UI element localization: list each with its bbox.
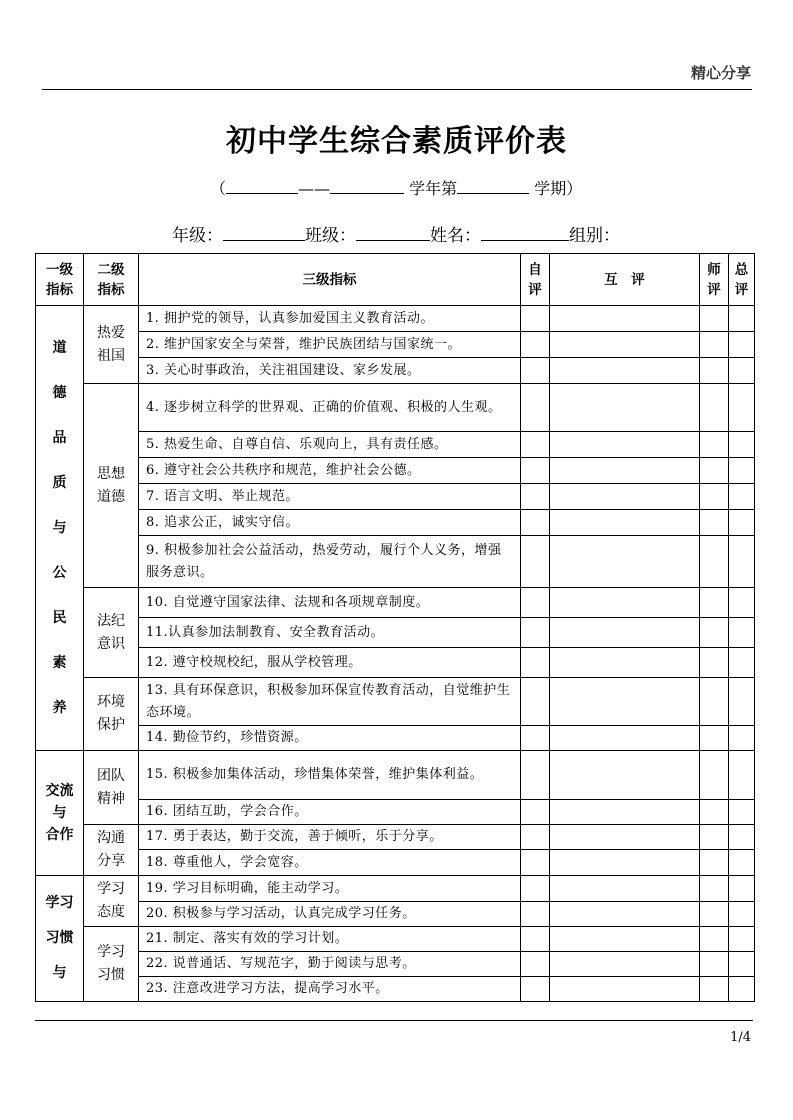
level3-indicator: 13. 具有环保意识，积极参加环保宣传教育活动，自觉维护生态环境。 <box>139 678 521 726</box>
table-row <box>36 484 755 510</box>
level1-label-stack: 交流 与 合作 <box>45 783 74 843</box>
table-row <box>36 977 755 1002</box>
level2-indicator: 法纪 意识 <box>84 588 139 678</box>
teacher-eval-cell[interactable] <box>700 432 729 458</box>
teacher-eval-cell[interactable] <box>700 306 729 332</box>
self-eval-cell[interactable] <box>521 432 550 458</box>
header-brand: 精心分享 <box>690 64 751 82</box>
self-eval-cell[interactable] <box>521 726 550 751</box>
level3-indicator: 16. 团结互助，学会合作。 <box>139 800 521 825</box>
peer-eval-cell[interactable] <box>550 825 700 850</box>
table-row <box>36 306 755 332</box>
self-eval-cell[interactable] <box>521 648 550 678</box>
level3-indicator: 23. 注意改进学习方法，提高学习水平。 <box>139 977 521 1002</box>
peer-eval-cell[interactable] <box>550 902 700 927</box>
total-eval-cell[interactable] <box>729 876 755 902</box>
table-row <box>36 458 755 484</box>
total-eval-cell[interactable] <box>729 952 755 977</box>
peer-eval-cell[interactable] <box>550 800 700 825</box>
peer-eval-cell[interactable] <box>550 432 700 458</box>
level3-indicator: 6. 遵守社会公共秩序和规范，维护社会公德。 <box>139 458 521 484</box>
total-eval-cell[interactable] <box>729 678 755 726</box>
table-row <box>36 876 755 902</box>
self-eval-cell[interactable] <box>521 952 550 977</box>
peer-eval-cell[interactable] <box>550 952 700 977</box>
header-divider <box>42 89 752 90</box>
teacher-eval-cell[interactable] <box>700 648 729 678</box>
self-eval-cell[interactable] <box>521 850 550 876</box>
evaluation-table <box>35 253 755 1002</box>
level2-indicator: 环境 保护 <box>84 678 139 751</box>
total-eval-cell[interactable] <box>729 800 755 825</box>
teacher-eval-cell[interactable] <box>700 825 729 850</box>
peer-eval-cell[interactable] <box>550 510 700 536</box>
total-eval-cell[interactable] <box>729 306 755 332</box>
level1-label-stack: 道 德 品 质 与 公 民 素 养 <box>52 340 67 716</box>
self-eval-cell[interactable] <box>521 618 550 648</box>
teacher-eval-cell[interactable] <box>700 726 729 751</box>
student-info-line <box>172 221 620 246</box>
page-number: 1/4 <box>730 1030 751 1045</box>
class-blank[interactable] <box>356 226 430 241</box>
total-eval-cell[interactable] <box>729 510 755 536</box>
group-label: 组别： <box>569 226 620 246</box>
peer-eval-cell[interactable] <box>550 726 700 751</box>
table-row <box>36 751 755 800</box>
peer-eval-cell[interactable] <box>550 977 700 1002</box>
total-eval-cell[interactable] <box>729 927 755 952</box>
teacher-eval-cell[interactable] <box>700 458 729 484</box>
total-eval-cell[interactable] <box>729 358 755 384</box>
table-row <box>36 902 755 927</box>
level3-indicator: 3. 关心时事政治，关注祖国建设、家乡发展。 <box>139 358 521 384</box>
table-row <box>36 952 755 977</box>
self-eval-cell[interactable] <box>521 825 550 850</box>
grade-blank[interactable] <box>223 226 305 241</box>
peer-eval-cell[interactable] <box>550 850 700 876</box>
level3-indicator: 11.认真参加法制教育、安全教育活动。 <box>139 618 521 648</box>
level1-indicator <box>36 306 84 751</box>
level3-indicator: 22. 说普通话、写规范字，勤于阅读与思考。 <box>139 952 521 977</box>
level2-indicator: 学习 习惯 <box>84 927 139 1002</box>
total-eval-cell[interactable] <box>729 618 755 648</box>
footer-divider <box>35 1020 753 1021</box>
level1-header: 一级指标 <box>36 254 84 306</box>
level3-indicator: 18. 尊重他人，学会宽容。 <box>139 850 521 876</box>
total-eval-cell[interactable] <box>729 588 755 618</box>
self-eval-cell[interactable] <box>521 458 550 484</box>
self-eval-cell[interactable] <box>521 384 550 432</box>
level3-indicator: 17. 勇于表达，勤于交流，善于倾听，乐于分享。 <box>139 825 521 850</box>
self-eval-cell[interactable] <box>521 678 550 726</box>
level1-label-stack: 学习 习惯 与 <box>45 895 74 981</box>
total-eval-cell[interactable] <box>729 825 755 850</box>
level3-indicator: 1. 拥护党的领导，认真参加爱国主义教育活动。 <box>139 306 521 332</box>
total-eval-cell[interactable] <box>729 458 755 484</box>
term-dash: —— <box>298 179 331 198</box>
class-label: 班级： <box>305 226 356 246</box>
peer-eval-cell[interactable] <box>550 751 700 800</box>
self-eval-cell[interactable] <box>521 332 550 358</box>
total-eval-cell[interactable] <box>729 977 755 1002</box>
teacher-eval-cell[interactable] <box>700 751 729 800</box>
teacher-eval-cell[interactable] <box>700 484 729 510</box>
teacher-eval-cell[interactable] <box>700 332 729 358</box>
table-row <box>36 927 755 952</box>
total-eval-cell[interactable] <box>729 902 755 927</box>
level1-indicator <box>36 876 84 1002</box>
total-eval-cell[interactable] <box>729 536 755 588</box>
level3-indicator: 21. 制定、落实有效的学习计划。 <box>139 927 521 952</box>
peer-eval-cell[interactable] <box>550 648 700 678</box>
level3-indicator: 4. 逐步树立科学的世界观、正确的价值观、积极的人生观。 <box>139 384 521 432</box>
name-blank[interactable] <box>481 226 569 241</box>
self-eval-cell[interactable] <box>521 902 550 927</box>
start-year-blank[interactable] <box>226 179 298 194</box>
peer-eval-cell[interactable] <box>550 358 700 384</box>
teacher-eval-cell[interactable] <box>700 977 729 1002</box>
total-eval-cell[interactable] <box>729 751 755 800</box>
table-row <box>36 850 755 876</box>
table-row <box>36 384 755 432</box>
peer-eval-header: 互 评 <box>550 254 700 306</box>
teacher-eval-cell[interactable] <box>700 678 729 726</box>
teacher-eval-cell[interactable] <box>700 850 729 876</box>
level3-indicator: 2. 维护国家安全与荣誉，维护民族团结与国家统一。 <box>139 332 521 358</box>
level3-header: 三级指标 <box>139 254 521 306</box>
table-row <box>36 825 755 850</box>
peer-eval-cell[interactable] <box>550 332 700 358</box>
level3-indicator: 10. 自觉遵守国家法律、法规和各项规章制度。 <box>139 588 521 618</box>
teacher-eval-cell[interactable] <box>700 902 729 927</box>
table-row <box>36 510 755 536</box>
term-line <box>210 176 582 199</box>
peer-eval-cell[interactable] <box>550 618 700 648</box>
total-eval-cell[interactable] <box>729 484 755 510</box>
term-label: 学期） <box>529 179 583 198</box>
self-eval-header: 自评 <box>521 254 550 306</box>
peer-eval-cell[interactable] <box>550 458 700 484</box>
teacher-eval-cell[interactable] <box>700 952 729 977</box>
total-eval-header: 总评 <box>729 254 755 306</box>
teacher-eval-cell[interactable] <box>700 536 729 588</box>
teacher-eval-cell[interactable] <box>700 588 729 618</box>
table-row <box>36 678 755 726</box>
level3-indicator: 5. 热爱生命、自尊自信、乐观向上，具有责任感。 <box>139 432 521 458</box>
grade-label: 年级： <box>172 226 223 246</box>
level3-indicator: 20. 积极参与学习活动，认真完成学习任务。 <box>139 902 521 927</box>
level3-indicator: 19. 学习目标明确，能主动学习。 <box>139 876 521 902</box>
table-row <box>36 358 755 384</box>
level3-indicator: 12. 遵守校规校纪，服从学校管理。 <box>139 648 521 678</box>
self-eval-cell[interactable] <box>521 510 550 536</box>
table-row <box>36 588 755 618</box>
teacher-eval-cell[interactable] <box>700 510 729 536</box>
teacher-eval-cell[interactable] <box>700 876 729 902</box>
table-row <box>36 536 755 588</box>
name-label: 姓名： <box>430 226 481 246</box>
table-row <box>36 332 755 358</box>
self-eval-cell[interactable] <box>521 751 550 800</box>
level3-indicator: 15. 积极参加集体活动，珍惜集体荣誉，维护集体利益。 <box>139 751 521 800</box>
teacher-eval-cell[interactable] <box>700 618 729 648</box>
peer-eval-cell[interactable] <box>550 588 700 618</box>
table-row <box>36 726 755 751</box>
peer-eval-cell[interactable] <box>550 484 700 510</box>
total-eval-cell[interactable] <box>729 648 755 678</box>
total-eval-cell[interactable] <box>729 384 755 432</box>
peer-eval-cell[interactable] <box>550 876 700 902</box>
self-eval-cell[interactable] <box>521 977 550 1002</box>
self-eval-cell[interactable] <box>521 306 550 332</box>
total-eval-cell[interactable] <box>729 332 755 358</box>
table-row <box>36 432 755 458</box>
level3-indicator: 8. 追求公正，诚实守信。 <box>139 510 521 536</box>
total-eval-cell[interactable] <box>729 432 755 458</box>
level2-indicator: 热爱 祖国 <box>84 306 139 384</box>
self-eval-cell[interactable] <box>521 876 550 902</box>
level2-header: 二级指标 <box>84 254 139 306</box>
term-number-blank[interactable] <box>457 179 529 194</box>
level3-indicator: 7. 语言文明、举止规范。 <box>139 484 521 510</box>
teacher-eval-cell[interactable] <box>700 800 729 825</box>
table-row <box>36 618 755 648</box>
level2-indicator: 沟通 分享 <box>84 825 139 876</box>
total-eval-cell[interactable] <box>729 726 755 751</box>
peer-eval-cell[interactable] <box>550 927 700 952</box>
self-eval-cell[interactable] <box>521 536 550 588</box>
level2-indicator: 思想 道德 <box>84 384 139 588</box>
level2-indicator: 团队 精神 <box>84 751 139 825</box>
year-label: 学年第 <box>404 179 458 198</box>
total-eval-cell[interactable] <box>729 850 755 876</box>
table-row <box>36 800 755 825</box>
header-row <box>36 254 755 306</box>
teacher-eval-cell[interactable] <box>700 358 729 384</box>
level1-indicator <box>36 751 84 876</box>
teacher-eval-cell[interactable] <box>700 384 729 432</box>
peer-eval-cell[interactable] <box>550 384 700 432</box>
level3-indicator: 9. 积极参加社会公益活动，热爱劳动，履行个人义务，增强服务意识。 <box>139 536 521 588</box>
end-year-blank[interactable] <box>330 179 404 194</box>
page-title: 初中学生综合素质评价表 <box>226 124 567 159</box>
level3-indicator: 14. 勤俭节约，珍惜资源。 <box>139 726 521 751</box>
self-eval-cell[interactable] <box>521 588 550 618</box>
peer-eval-cell[interactable] <box>550 536 700 588</box>
term-open: （ <box>210 179 227 198</box>
teacher-eval-cell[interactable] <box>700 927 729 952</box>
peer-eval-cell[interactable] <box>550 678 700 726</box>
self-eval-cell[interactable] <box>521 927 550 952</box>
teacher-eval-header: 师评 <box>700 254 729 306</box>
self-eval-cell[interactable] <box>521 484 550 510</box>
peer-eval-cell[interactable] <box>550 306 700 332</box>
table-row <box>36 648 755 678</box>
self-eval-cell[interactable] <box>521 358 550 384</box>
self-eval-cell[interactable] <box>521 800 550 825</box>
level2-indicator: 学习 态度 <box>84 876 139 927</box>
